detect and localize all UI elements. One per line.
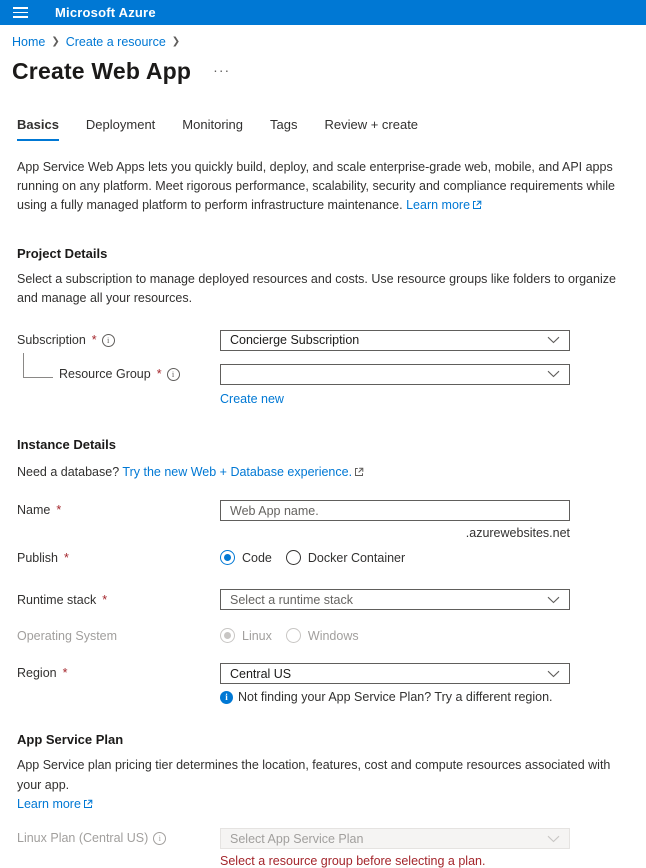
web-app-name-field[interactable] <box>220 500 570 521</box>
learn-more-link[interactable]: Learn more <box>406 198 471 212</box>
chevron-down-icon <box>547 333 560 347</box>
region-dropdown[interactable] <box>220 663 570 684</box>
publish-radio-group <box>220 550 570 565</box>
subscription-value: Concierge Subscription <box>230 333 360 348</box>
chevron-down-icon <box>547 667 560 681</box>
required-asterisk: * <box>56 503 62 518</box>
subscription-dropdown[interactable] <box>220 330 570 351</box>
region-value: Central US <box>230 666 292 681</box>
operating-system-radio-group <box>220 628 570 643</box>
required-asterisk: * <box>91 333 97 348</box>
more-options-button[interactable]: ··· <box>213 61 231 78</box>
section-heading-app-service-plan: App Service Plan <box>17 732 124 748</box>
chevron-right-icon: ❯ <box>51 35 60 47</box>
name-row <box>17 500 586 540</box>
required-asterisk: * <box>102 592 108 607</box>
chevron-down-icon <box>547 593 560 607</box>
tab-tags[interactable]: Tags <box>270 117 298 132</box>
os-option-windows: Windows <box>286 628 359 643</box>
resource-group-dropdown[interactable] <box>220 364 570 385</box>
app-service-plan-placeholder: Select App Service Plan <box>230 831 364 846</box>
os-option-linux: Linux <box>220 628 272 643</box>
wizard-tabs <box>17 117 586 141</box>
required-asterisk: * <box>156 367 162 382</box>
info-icon <box>153 832 166 845</box>
operating-system-row <box>17 628 586 643</box>
linux-plan-row <box>17 828 586 868</box>
required-asterisk: * <box>62 666 68 681</box>
create-new-resource-group-link[interactable]: Create new <box>220 391 284 406</box>
region-label: Region <box>17 666 57 681</box>
resource-group-error-message: Select a resource group before selecting a plan. <box>220 854 486 868</box>
runtime-stack-row <box>17 589 586 610</box>
info-icon <box>167 368 180 381</box>
azure-brand-title: Microsoft Azure <box>55 5 156 20</box>
radio-selected-disabled-icon <box>220 628 235 643</box>
breadcrumb-create-resource-link[interactable]: Create a resource <box>65 35 166 49</box>
radio-unselected-icon <box>286 550 301 565</box>
hamburger-menu-icon[interactable] <box>0 7 40 18</box>
chevron-down-icon <box>547 832 560 846</box>
subscription-row <box>17 330 586 351</box>
resource-group-label: Resource Group <box>59 367 151 382</box>
info-icon <box>102 334 115 347</box>
tree-connector-line <box>23 353 53 378</box>
project-details-description: Select a subscription to manage deployed resources and costs. Use resource groups like folders to organize and manage all your resources. <box>17 272 616 306</box>
runtime-stack-dropdown[interactable] <box>220 589 570 610</box>
tab-basics[interactable]: Basics <box>17 117 59 141</box>
web-app-name-input[interactable] <box>230 504 560 518</box>
breadcrumb <box>12 35 586 49</box>
external-link-icon <box>83 796 93 815</box>
learn-more-link[interactable]: Learn more <box>17 796 81 811</box>
info-filled-icon <box>220 691 233 704</box>
section-heading-project-details: Project Details <box>17 246 108 261</box>
linux-plan-label: Linux Plan (Central US) <box>17 831 149 846</box>
operating-system-label: Operating System <box>17 628 118 643</box>
external-link-icon <box>354 464 364 483</box>
name-label: Name <box>17 503 51 518</box>
web-database-experience-link[interactable]: Try the new Web + Database experience. <box>122 464 353 479</box>
runtime-stack-label: Runtime stack <box>17 592 97 607</box>
tab-monitoring[interactable]: Monitoring <box>182 117 243 132</box>
app-service-plan-dropdown <box>220 828 570 849</box>
external-link-icon <box>472 197 482 216</box>
chevron-right-icon: ❯ <box>171 35 181 47</box>
tab-review-create[interactable]: Review + create <box>324 117 419 132</box>
section-heading-instance-details: Instance Details <box>17 436 116 452</box>
tab-deployment[interactable]: Deployment <box>85 117 156 132</box>
radio-selected-icon <box>220 550 235 565</box>
runtime-stack-placeholder: Select a runtime stack <box>230 592 353 607</box>
subscription-label: Subscription <box>17 333 86 348</box>
resource-group-row <box>17 364 586 385</box>
database-prompt: Need a database? Try the new Web + Database experience. <box>17 463 617 482</box>
region-row <box>17 663 586 704</box>
azure-top-bar <box>0 0 646 25</box>
region-info-note: i Not finding your App Service Plan? Try a different region. <box>220 690 570 704</box>
breadcrumb-home-link[interactable]: Home <box>12 35 46 49</box>
radio-unselected-disabled-icon <box>286 628 301 643</box>
intro-description: App Service Web Apps lets you quickly build, deploy, and scale enterprise-grade web, mobile, and API apps running on any platform. Meet rigorous performance, scalability, security and compliance requirements while using a fully managed platform to perform infrastructure maintenance. Learn more <box>17 158 617 215</box>
publish-row <box>17 550 586 565</box>
required-asterisk: * <box>64 550 69 565</box>
page-title: Create Web App <box>12 58 192 84</box>
publish-option-code[interactable]: Code <box>220 550 272 565</box>
publish-option-docker-container[interactable]: Docker Container <box>286 550 405 565</box>
domain-suffix: .azurewebsites.net <box>465 526 570 541</box>
publish-label: Publish <box>17 550 58 565</box>
app-service-plan-description: App Service plan pricing tier determines the location, features, cost and compute resources associated with your app. Learn more <box>17 756 617 814</box>
chevron-down-icon <box>547 367 560 381</box>
